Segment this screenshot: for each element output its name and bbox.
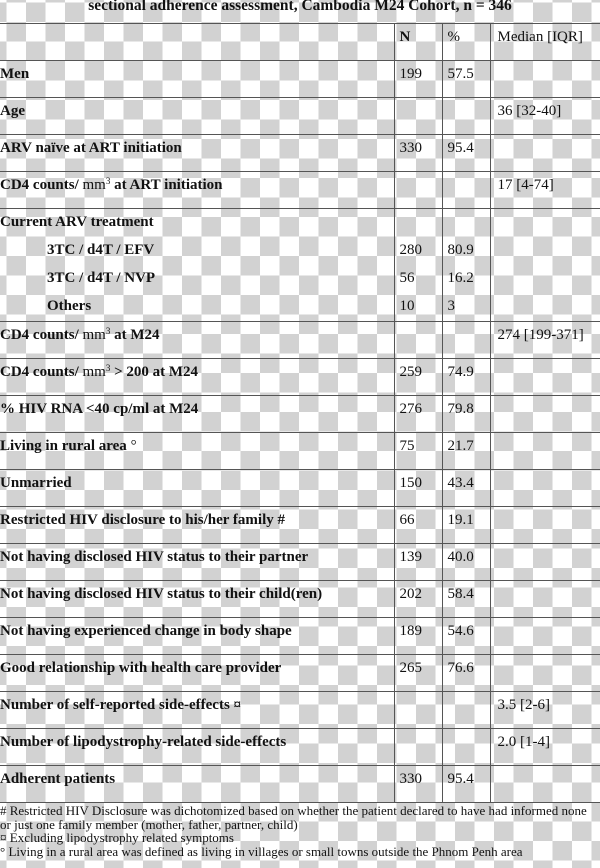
row-pct <box>443 729 490 733</box>
cohort-characteristics-table <box>0 23 600 803</box>
row-pct: 19.1 <box>447 512 474 528</box>
row-label: Good relationship with health care provider <box>0 660 282 676</box>
row-n: 66 <box>399 512 415 528</box>
row-pct: 74.9 <box>447 364 474 380</box>
row-label: Age <box>0 103 25 119</box>
row-label: Number of self-reported side-effects ¤ <box>0 697 242 713</box>
row-n: 202 <box>399 586 422 602</box>
subrow-label: Others <box>47 298 92 314</box>
table-title: sectional adherence assessment, Cambodia M24 Cohort, n = 346 <box>88 0 512 14</box>
header-pct: % <box>442 24 490 61</box>
row-median <box>491 655 600 659</box>
row-n: 150 <box>399 475 422 491</box>
row-n <box>395 98 442 102</box>
table-row-no-body-change <box>0 618 600 655</box>
table-row-current-arv-treatment <box>0 209 600 322</box>
subrow-n: 280 <box>399 242 422 258</box>
table-row-cd4-initiation <box>0 172 600 209</box>
table-row-adherent-patients <box>0 766 600 803</box>
table-row-not-disclosed-partner <box>0 544 600 581</box>
subrow-pct: 16.2 <box>447 270 474 286</box>
header-label-cell <box>0 24 394 61</box>
table-row-lipodystrophy-side-effects <box>0 729 600 766</box>
table-footnotes <box>0 804 600 858</box>
row-median: 3.5 [2-6] <box>497 697 550 713</box>
row-label: CD4 counts/ $mm^3$ at M24 <box>0 326 160 343</box>
row-n: 259 <box>399 364 422 380</box>
table-row-hiv-rna <box>0 396 600 433</box>
row-label: % HIV RNA <40 cp/ml at M24 <box>0 401 199 417</box>
row-n: 139 <box>399 549 422 565</box>
row-n <box>395 322 442 326</box>
row-median: 274 [199-371] <box>497 327 584 343</box>
row-label: Number of lipodystrophy-related side-effects <box>0 734 287 750</box>
table-row-men <box>0 61 600 98</box>
header-row <box>0 24 600 61</box>
row-median <box>491 618 600 622</box>
row-pct: 79.8 <box>447 401 474 417</box>
row-label: CD4 counts/ $mm^3 > 200$ at M24 <box>0 363 199 380</box>
table-row-rural <box>0 433 600 470</box>
row-median: 36 [32-40] <box>497 103 562 119</box>
table-row-cd4-m24 <box>0 322 600 359</box>
row-pct: 21.7 <box>447 438 474 454</box>
row-pct <box>443 692 490 696</box>
row-label: Adherent patients <box>0 771 116 787</box>
row-median <box>491 61 600 65</box>
row-median <box>491 507 600 511</box>
row-median <box>491 766 600 770</box>
row-pct <box>443 322 490 326</box>
row-pct: 58.4 <box>447 586 474 602</box>
row-label: Men <box>0 66 30 82</box>
subrow-label: 3TC / d4T / NVP <box>47 270 156 286</box>
subrow-n: 10 <box>399 298 415 314</box>
row-n: 265 <box>399 660 422 676</box>
row-n <box>395 692 442 696</box>
table-row-unmarried <box>0 470 600 507</box>
row-n: 199 <box>399 66 422 82</box>
footnote-restricted-disclosure-cont: or just one family member (mother, father, partner, child) <box>0 816 298 832</box>
row-n: 189 <box>399 623 422 639</box>
table-row-arv-naive <box>0 135 600 172</box>
row-median <box>491 135 600 139</box>
row-pct <box>443 98 490 102</box>
row-pct: 40.0 <box>447 549 474 565</box>
row-label: Unmarried <box>0 475 72 491</box>
row-median: 2.0 [1-4] <box>497 734 550 750</box>
table-row-self-reported-side-effects <box>0 692 600 729</box>
row-label: Not having disclosed HIV status to their child(ren) <box>0 586 323 602</box>
table-row-age <box>0 98 600 135</box>
table-row-cd4-over-200 <box>0 359 600 396</box>
row-n: 276 <box>399 401 422 417</box>
row-median: 17 [4-74] <box>497 177 554 193</box>
row-median <box>491 359 600 363</box>
row-label: CD4 counts/ $mm^3$ at ART initiation <box>0 176 223 193</box>
row-pct: 76.6 <box>447 660 474 676</box>
footnote-rural-area: ° Living in a rural area was defined as living in villages or small towns outside the Phnom Penh area <box>0 843 523 859</box>
row-pct: 95.4 <box>447 771 474 787</box>
row-label: Not having experienced change in body shape <box>0 623 292 639</box>
row-median <box>491 470 600 474</box>
row-median <box>491 544 600 548</box>
row-pct: 54.6 <box>447 623 474 639</box>
row-median <box>491 581 600 585</box>
table-row-not-disclosed-children <box>0 581 600 618</box>
row-label: ARV naïve at ART initiation <box>0 140 182 156</box>
row-median <box>491 396 600 400</box>
row-n: 75 <box>399 438 415 454</box>
subrow-n: 56 <box>399 270 415 286</box>
subrow-pct: 3 <box>447 298 455 314</box>
row-n: 330 <box>399 140 422 156</box>
row-n <box>395 172 442 176</box>
row-pct <box>443 172 490 176</box>
table-row-good-relationship <box>0 655 600 692</box>
header-median: Median [IQR] <box>490 24 600 61</box>
table-row-restricted-disclosure <box>0 507 600 544</box>
footnote-side-effects: ¤ Excluding lipodystrophy related symptoms <box>0 830 234 845</box>
subrow-pct: 80.9 <box>447 242 474 258</box>
row-pct: 95.4 <box>447 140 474 156</box>
header-n: N <box>394 24 442 61</box>
row-label: Restricted HIV disclosure to his/her family # <box>0 512 285 528</box>
row-label: Not having disclosed HIV status to their partner <box>0 549 309 565</box>
footnote-restricted-disclosure: # Restricted HIV Disclosure was dichotomized based on whether the patient declared to have had informed none <box>0 803 587 818</box>
row-n: 330 <box>399 771 422 787</box>
row-pct: 57.5 <box>447 66 474 82</box>
subrow-label: 3TC / d4T / EFV <box>47 242 155 258</box>
row-pct: 43.4 <box>447 475 474 491</box>
row-n <box>395 729 442 733</box>
row-label: Living in rural area ° <box>0 438 137 454</box>
row-label: Current ARV treatment <box>0 214 154 230</box>
row-median <box>491 433 600 437</box>
